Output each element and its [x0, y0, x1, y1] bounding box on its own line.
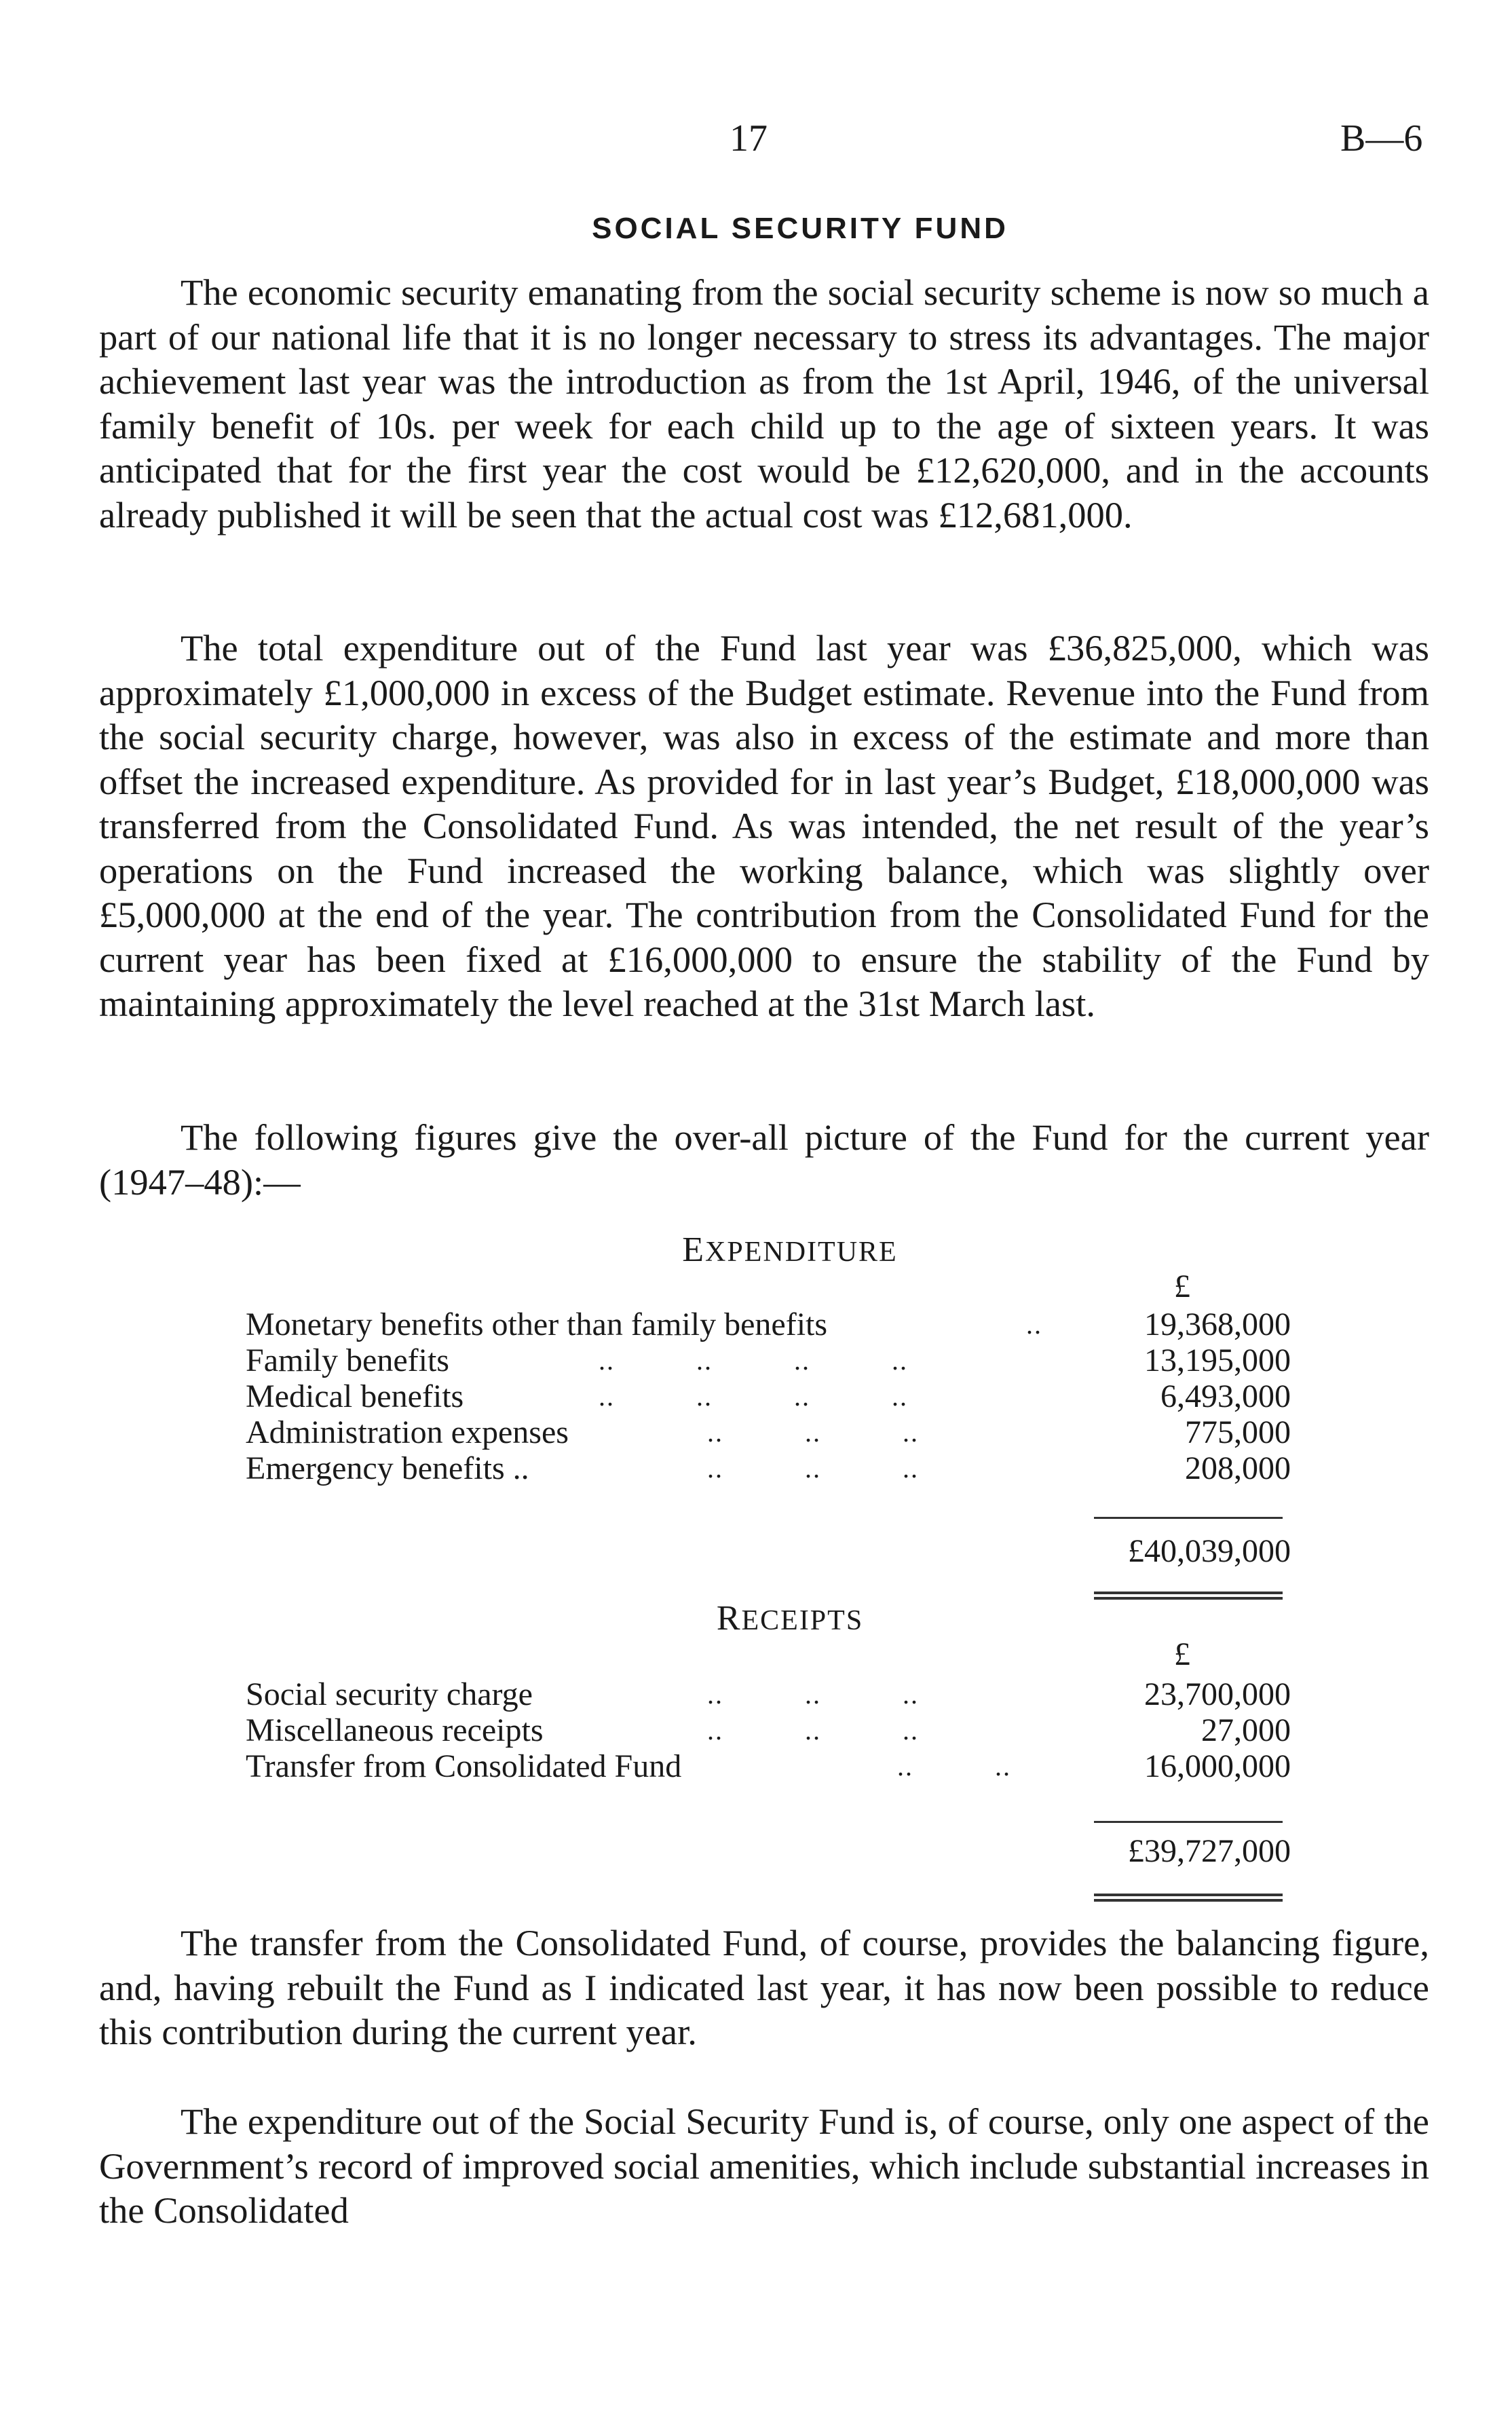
paragraph-balancing-figure: The transfer from the Consolidated Fund, of course, provides the balancing figure, and, having rebuilt the Fund as I indicated last year, it has now been possible to reduce this contribution during the current year.: [99, 1922, 1429, 2052]
row-leaders: .. .. ..: [707, 1715, 919, 1746]
section-title: SOCIAL SECURITY FUND: [592, 212, 1008, 245]
row-leaders: .. .. ..: [707, 1679, 919, 1710]
row-label: Transfer from Consolidated Fund: [246, 1748, 682, 1784]
expenditure-sum-rule: [1094, 1517, 1283, 1519]
page-number: 17: [730, 117, 768, 159]
receipts-table: [246, 1676, 1291, 1784]
paragraph-figures-intro: The following figures give the over-all picture of the Fund for the current year (1947–48):—: [99, 1116, 1429, 1203]
row-label: Emergency benefits ..: [246, 1450, 529, 1486]
paragraph-social-amenities: The expenditure out of the Social Security Fund is, of course, only one aspect of the Government’s record of improved social amenities, which include substantial increases in the Consolidated: [99, 2101, 1429, 2231]
row-label: Monetary benefits other than family benefits: [246, 1306, 828, 1342]
receipts-row: [246, 1676, 1291, 1712]
row-amount: 16,000,000: [1144, 1748, 1291, 1784]
expenditure-table: [246, 1306, 1291, 1486]
expenditure-row: [246, 1414, 1291, 1450]
row-leaders: .. .. ..: [707, 1417, 919, 1448]
expenditure-row: [246, 1306, 1291, 1342]
expenditure-row: [246, 1450, 1291, 1486]
receipts-currency-symbol: £: [1174, 1636, 1190, 1672]
row-amount: 6,493,000: [1160, 1378, 1291, 1414]
receipts-sum-rule: [1094, 1821, 1283, 1823]
row-label: Medical benefits: [246, 1378, 464, 1414]
receipts-row: [246, 1712, 1291, 1748]
paragraph-expenditure-summary: The total expenditure out of the Fund last year was £36,825,000, which was approximately £1,000,000 in excess of the Budget estimate. Revenue into the Fund from the social security charge, however, was also in excess of the estimate and more than offset the increased expenditure. As provided for in last year’s Budget, £18,000,000 was transferred from the Consolidated Fund. As was intended, the net result of the year’s operations on the Fund increased the working balance, which was slightly over £5,000,000 at the end of the year. The contribution from the Consolidated Fund for the current year has been fixed at £16,000,000 to ensure the stability of the Fund by maintaining approximately the level reached at the 31st March last.: [99, 627, 1429, 1024]
row-amount: 775,000: [1185, 1414, 1291, 1450]
expenditure-currency-symbol: £: [1174, 1268, 1190, 1304]
row-label: Social security charge: [246, 1676, 533, 1712]
paragraph-intro: The economic security emanating from the social security scheme is now so much a part of our national life that it is no longer necessary to stress its advantages. The major achievement last year was the introduction as from the 1st April, 1946, of the universal family benefit of 10s. per week for each child up to the age of sixteen years. It was anticipated that for the first year the cost would be £12,620,000, and in the accounts already published it will be seen that the actual cost was £12,681,000.: [99, 271, 1429, 535]
expenditure-heading: EXPENDITURE: [682, 1230, 898, 1269]
expenditure-double-rule: [1094, 1592, 1283, 1594]
row-amount: 23,700,000: [1144, 1676, 1291, 1712]
receipts-double-rule: [1094, 1894, 1283, 1896]
receipts-double-rule: [1094, 1899, 1283, 1902]
row-leaders: .. ..: [897, 1751, 1011, 1782]
row-leaders: ..: [1026, 1309, 1042, 1340]
row-amount: 27,000: [1201, 1712, 1291, 1748]
document-reference: B—6: [1340, 117, 1423, 159]
row-amount: 208,000: [1185, 1450, 1291, 1486]
receipts-total: £39,727,000: [1128, 1833, 1291, 1869]
expenditure-total: £40,039,000: [1128, 1533, 1291, 1569]
row-leaders: .. .. .. ..: [599, 1381, 908, 1412]
expenditure-row: [246, 1342, 1291, 1378]
row-label: Administration expenses: [246, 1414, 569, 1450]
row-label: Family benefits: [246, 1342, 449, 1378]
row-leaders: .. .. ..: [707, 1453, 919, 1484]
receipts-heading: RECEIPTS: [716, 1599, 864, 1638]
row-amount: 13,195,000: [1144, 1342, 1291, 1378]
row-amount: 19,368,000: [1144, 1306, 1291, 1342]
row-label: Miscellaneous receipts: [246, 1712, 544, 1748]
receipts-row: [246, 1748, 1291, 1784]
expenditure-row: [246, 1378, 1291, 1414]
row-leaders: .. .. .. ..: [599, 1345, 908, 1376]
